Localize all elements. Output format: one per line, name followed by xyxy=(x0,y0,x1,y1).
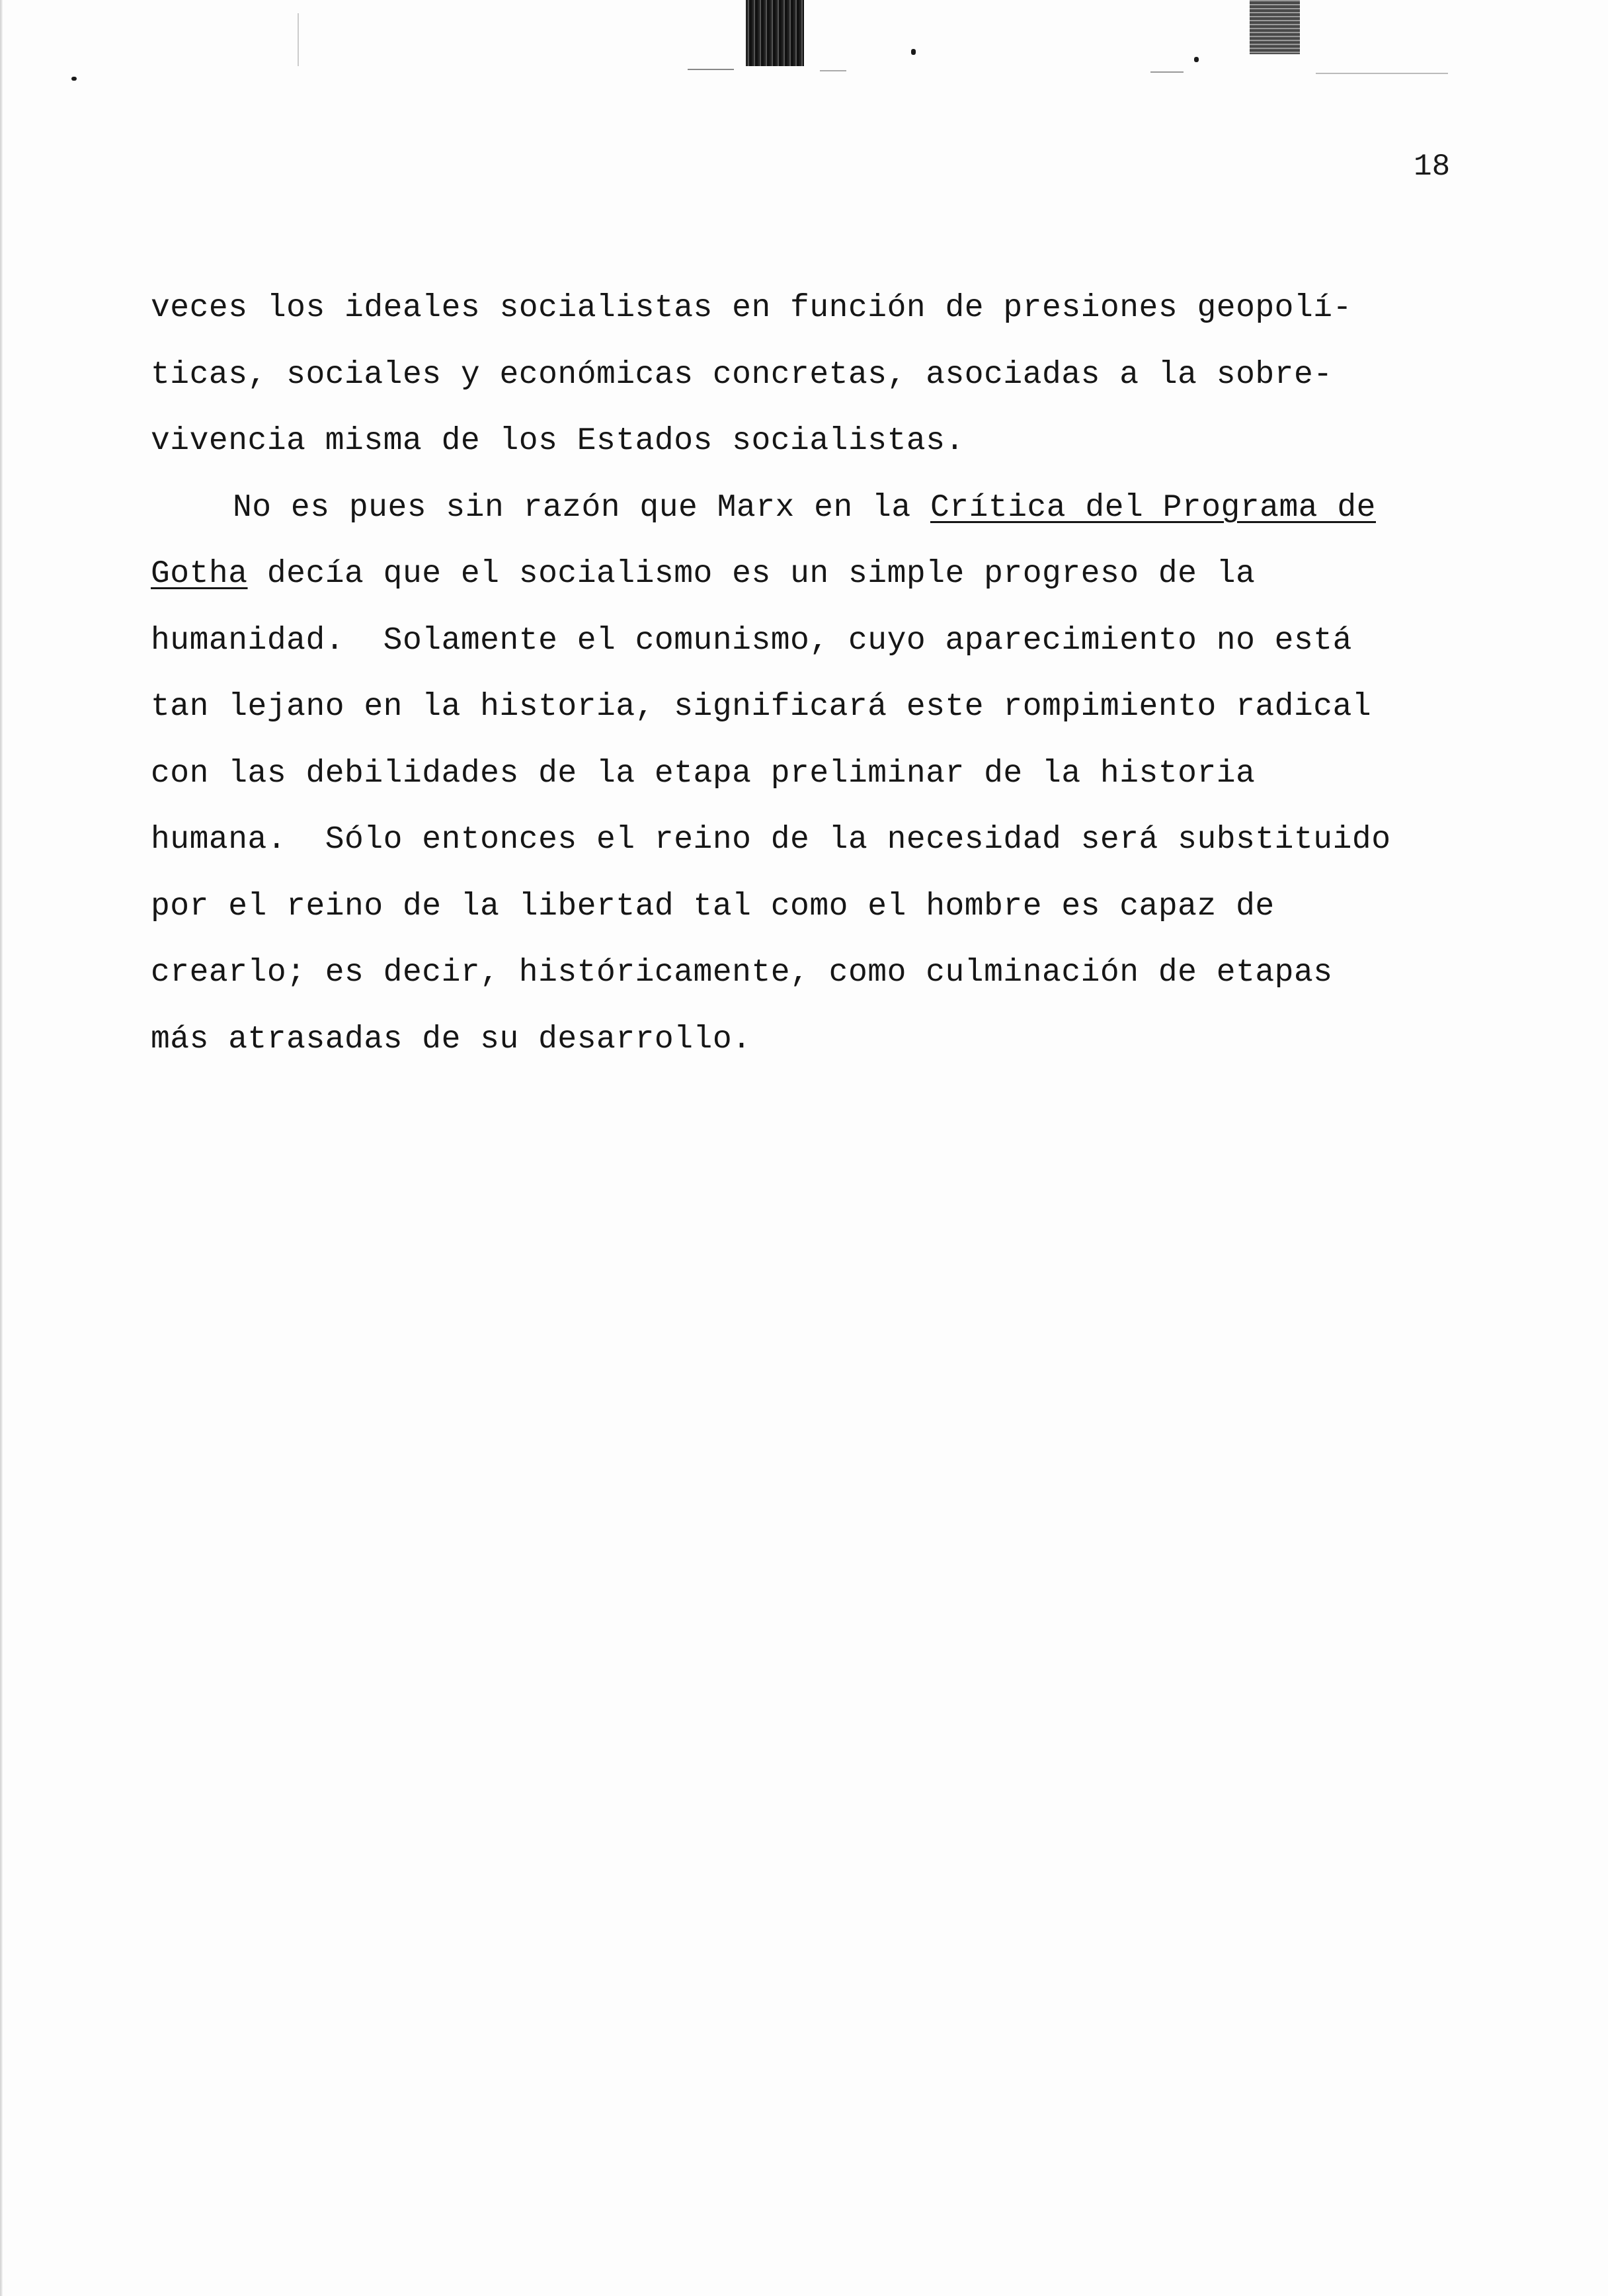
line-text: vivencia misma de los Estados socialistas. xyxy=(151,423,965,459)
binding-edge xyxy=(0,0,3,2296)
scan-artifact xyxy=(1194,57,1199,62)
text-line xyxy=(151,741,1513,807)
line-text: No es pues sin razón que Marx en la xyxy=(233,489,930,526)
text-line xyxy=(151,275,1513,342)
line-text: con las debilidades de la etapa preliminar de la historia xyxy=(151,755,1256,792)
text-line xyxy=(151,541,1513,608)
scan-artifact xyxy=(746,0,804,66)
text-line xyxy=(151,475,1513,542)
text-line xyxy=(151,674,1513,741)
line-text: ticas, sociales y económicas concretas, asociadas a la sobre- xyxy=(151,356,1333,393)
page-number: 18 xyxy=(1414,149,1451,184)
book-title: Crítica del Programa de xyxy=(930,489,1376,526)
text-line xyxy=(151,608,1513,675)
scan-artifact xyxy=(1316,73,1448,74)
text-line xyxy=(151,807,1513,874)
line-text: más atrasadas de su desarrollo. xyxy=(151,1021,752,1057)
line-text: humana. Sólo entonces el reino de la necesidad será substituido xyxy=(151,822,1391,858)
line-text: humanidad. Solamente el comunismo, cuyo aparecimiento no está xyxy=(151,622,1352,659)
line-text: decía que el socialismo es un simple progreso de la xyxy=(247,556,1256,592)
scan-artifact xyxy=(1250,0,1300,54)
scan-artifact xyxy=(1150,71,1184,73)
scan-artifact xyxy=(298,13,299,66)
text-line xyxy=(151,342,1513,409)
scan-artifact xyxy=(820,70,846,71)
book-title: Gotha xyxy=(151,556,248,592)
text-line xyxy=(151,1006,1513,1073)
text-line xyxy=(151,874,1513,940)
scan-artifact xyxy=(71,77,77,81)
body-text xyxy=(151,275,1513,1073)
scan-artifact xyxy=(688,69,734,70)
line-text: tan lejano en la historia, significará este rompimiento radical xyxy=(151,689,1372,725)
line-text: por el reino de la libertad tal como el hombre es capaz de xyxy=(151,888,1275,924)
line-text: crearlo; es decir, históricamente, como culminación de etapas xyxy=(151,955,1333,991)
text-line xyxy=(151,408,1513,475)
scan-artifact xyxy=(911,49,916,55)
line-text: veces los ideales socialistas en función de presiones geopolí- xyxy=(151,290,1352,326)
text-line xyxy=(151,940,1513,1006)
